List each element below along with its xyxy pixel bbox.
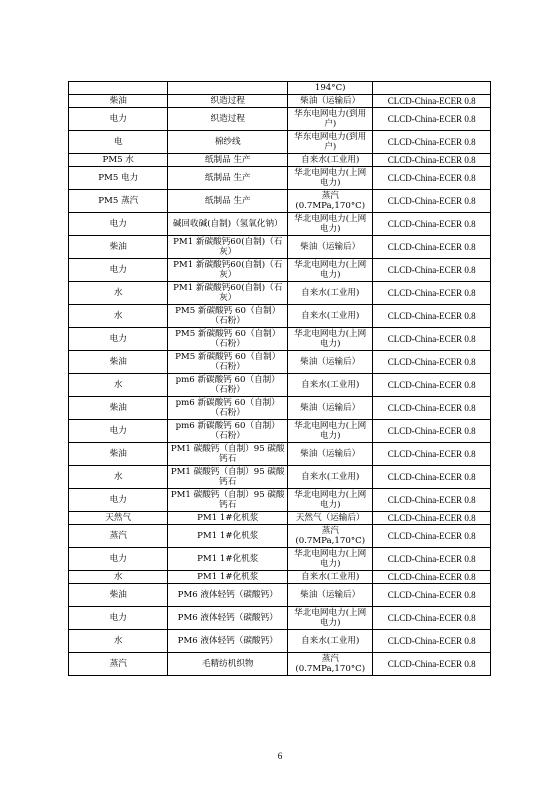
table-cell-c3: 柴油（运输后）: [288, 397, 373, 420]
table-cell-c4: CLCD-China-ECER 0.8: [373, 108, 491, 131]
table-cell-c3: 自来水(工业用): [288, 154, 373, 167]
table-cell-c4: CLCD-China-ECER 0.8: [373, 328, 491, 351]
table-cell-c2: pm6 新碳酸钙 60（自制）（石粉）: [168, 374, 288, 397]
table-cell-c1: 电力: [69, 213, 168, 236]
table-cell-c2: pm6 新碳酸钙 60（自制）（石粉）: [168, 397, 288, 420]
table-row: [69, 82, 491, 95]
table-cell-c4: CLCD-China-ECER 0.8: [373, 653, 491, 676]
table-row: [69, 653, 491, 676]
table-cell-c3: 柴油（运输后）: [288, 443, 373, 466]
table-cell-c2: PM1 新碳酸钙60(自制)（石灰）: [168, 282, 288, 305]
table-cell-c2: PM5 新碳酸钙 60（自制）（石粉）: [168, 328, 288, 351]
table-row: [69, 190, 491, 213]
table-cell-c1: 电力: [69, 607, 168, 630]
table-cell-c4: CLCD-China-ECER 0.8: [373, 305, 491, 328]
table-cell-c3: 自来水(工业用): [288, 630, 373, 653]
table-cell-c4: CLCD-China-ECER 0.8: [373, 584, 491, 607]
table-cell-c3: 194°C): [288, 82, 373, 95]
table-cell-c3: 天然气（运输后）: [288, 512, 373, 525]
table-cell-c2: PM1 新碳酸钙60(自制)（石灰）: [168, 259, 288, 282]
table-cell-c4: CLCD-China-ECER 0.8: [373, 374, 491, 397]
table-row: [69, 282, 491, 305]
table-cell-c1: 水: [69, 571, 168, 584]
table-cell-c4: CLCD-China-ECER 0.8: [373, 131, 491, 154]
table-cell-c1: 蒸汽: [69, 525, 168, 548]
table-cell-c3: 柴油（运输后）: [288, 95, 373, 108]
table-cell-c4: CLCD-China-ECER 0.8: [373, 259, 491, 282]
table-cell-c3: 华北电网电力(上网电力): [288, 259, 373, 282]
table-cell-c4: CLCD-China-ECER 0.8: [373, 167, 491, 190]
table-cell-c4: CLCD-China-ECER 0.8: [373, 607, 491, 630]
table-cell-c2: PM6 液体轻钙（碳酸钙）: [168, 630, 288, 653]
table-cell-c4: CLCD-China-ECER 0.8: [373, 443, 491, 466]
table-cell-c3: 华北电网电力(上网电力): [288, 328, 373, 351]
table-cell-c2: PM5 新碳酸钙 60（自制）（石粉）: [168, 305, 288, 328]
table-cell-c1: 电力: [69, 489, 168, 512]
table-row: [69, 584, 491, 607]
table-cell-c2: PM1 1#化机浆: [168, 525, 288, 548]
table-cell-c1: 电力: [69, 328, 168, 351]
table-cell-c2: [168, 82, 288, 95]
table-cell-c2: 纸制品 生产: [168, 154, 288, 167]
table-cell-c3: 华北电网电力(上网电力): [288, 489, 373, 512]
table-cell-c4: CLCD-China-ECER 0.8: [373, 397, 491, 420]
table-row: [69, 131, 491, 154]
table-cell-c4: CLCD-China-ECER 0.8: [373, 489, 491, 512]
table-cell-c2: PM1 碳酸钙（自制）95 碳酸钙石: [168, 489, 288, 512]
table-row: [69, 489, 491, 512]
table-cell-c1: 柴油: [69, 397, 168, 420]
table-cell-c2: 棉纱线: [168, 131, 288, 154]
page-number: 6: [277, 751, 283, 761]
table-cell-c1: 水: [69, 282, 168, 305]
table-cell-c1: 柴油: [69, 236, 168, 259]
table-row: [69, 443, 491, 466]
table-cell-c2: PM1 碳酸钙（自制）95 碳酸钙石: [168, 443, 288, 466]
table-cell-c3: 蒸汽 (0.7MPa,170°C): [288, 653, 373, 676]
table-cell-c4: CLCD-China-ECER 0.8: [373, 282, 491, 305]
table-cell-c3: 蒸汽 (0.7MPa,170°C): [288, 190, 373, 213]
table-cell-c2: 碱回收碱(自制)（氢氧化钠）: [168, 213, 288, 236]
table-cell-c1: 天然气: [69, 512, 168, 525]
table-cell-c4: CLCD-China-ECER 0.8: [373, 525, 491, 548]
table-cell-c4: [373, 82, 491, 95]
table-cell-c1: 水: [69, 305, 168, 328]
table-row: [69, 154, 491, 167]
table-cell-c2: 织造过程: [168, 108, 288, 131]
table-cell-c4: CLCD-China-ECER 0.8: [373, 466, 491, 489]
table-cell-c3: 柴油（运输后）: [288, 351, 373, 374]
table-cell-c2: pm6 新碳酸钙 60（自制）（石粉）: [168, 420, 288, 443]
table-row: [69, 351, 491, 374]
table-cell-c3: 自来水(工业用): [288, 282, 373, 305]
table-row: [69, 630, 491, 653]
table-cell-c4: CLCD-China-ECER 0.8: [373, 571, 491, 584]
table-cell-c1: PM5 水: [69, 154, 168, 167]
lca-data-table: [68, 81, 491, 676]
table-cell-c3: 华北电网电力(上网电力): [288, 213, 373, 236]
table-cell-c3: 华北电网电力(上网电力): [288, 607, 373, 630]
table-row: [69, 259, 491, 282]
table-cell-c1: 柴油: [69, 584, 168, 607]
table-cell-c2: 纸制品 生产: [168, 190, 288, 213]
table-cell-c1: PM5 电力: [69, 167, 168, 190]
table-row: [69, 108, 491, 131]
table-cell-c2: PM1 1#化机浆: [168, 548, 288, 571]
table-cell-c2: 毛精纺机织物: [168, 653, 288, 676]
table-cell-c3: 柴油（运输后）: [288, 584, 373, 607]
table-cell-c4: CLCD-China-ECER 0.8: [373, 213, 491, 236]
table-row: [69, 95, 491, 108]
table-row: [69, 548, 491, 571]
table-cell-c4: CLCD-China-ECER 0.8: [373, 548, 491, 571]
table-cell-c2: PM1 1#化机浆: [168, 571, 288, 584]
table-cell-c4: CLCD-China-ECER 0.8: [373, 154, 491, 167]
table-cell-c2: PM5 新碳酸钙 60（自制）（石粉）: [168, 351, 288, 374]
table-cell-c4: CLCD-China-ECER 0.8: [373, 512, 491, 525]
table-cell-c1: 电: [69, 131, 168, 154]
table-cell-c1: [69, 82, 168, 95]
table-cell-c3: 自来水(工业用): [288, 571, 373, 584]
table-cell-c4: CLCD-China-ECER 0.8: [373, 190, 491, 213]
table-cell-c2: 织造过程: [168, 95, 288, 108]
table-row: [69, 236, 491, 259]
table-cell-c3: 华东电网电力(到用户): [288, 108, 373, 131]
table-cell-c2: PM1 碳酸钙（自制）95 碳酸钙石: [168, 466, 288, 489]
table-cell-c3: 华北电网电力(上网电力): [288, 167, 373, 190]
table-cell-c4: CLCD-China-ECER 0.8: [373, 420, 491, 443]
table-cell-c3: 自来水(工业用): [288, 374, 373, 397]
table-row: [69, 607, 491, 630]
table-cell-c1: 水: [69, 630, 168, 653]
table-row: [69, 397, 491, 420]
table-row: [69, 466, 491, 489]
table-cell-c4: CLCD-China-ECER 0.8: [373, 351, 491, 374]
table-row: [69, 512, 491, 525]
table-cell-c3: 蒸汽 (0.7MPa,170°C): [288, 525, 373, 548]
table-cell-c1: 柴油: [69, 351, 168, 374]
table-cell-c3: 自来水(工业用): [288, 305, 373, 328]
table-cell-c1: 电力: [69, 108, 168, 131]
table-cell-c2: PM6 液体轻钙（碳酸钙）: [168, 584, 288, 607]
table-row: [69, 374, 491, 397]
table-cell-c3: 华北电网电力(上网电力): [288, 548, 373, 571]
table-cell-c1: 水: [69, 374, 168, 397]
table-cell-c2: PM6 液体轻钙（碳酸钙）: [168, 607, 288, 630]
table-cell-c1: 水: [69, 466, 168, 489]
table-cell-c1: 电力: [69, 259, 168, 282]
table-row: [69, 420, 491, 443]
table-row: [69, 213, 491, 236]
table-cell-c3: 自来水(工业用): [288, 466, 373, 489]
table-row: [69, 328, 491, 351]
table-body: [69, 82, 491, 676]
table-cell-c1: 柴油: [69, 443, 168, 466]
table-cell-c4: CLCD-China-ECER 0.8: [373, 630, 491, 653]
table-cell-c3: 柴油（运输后）: [288, 236, 373, 259]
table-cell-c2: 纸制品 生产: [168, 167, 288, 190]
table-row: [69, 571, 491, 584]
table-cell-c3: 华北电网电力(上网电力): [288, 420, 373, 443]
table-row: [69, 305, 491, 328]
table-cell-c1: 蒸汽: [69, 653, 168, 676]
table-cell-c1: 柴油: [69, 95, 168, 108]
table-cell-c4: CLCD-China-ECER 0.8: [373, 95, 491, 108]
table-cell-c1: 电力: [69, 420, 168, 443]
table-cell-c2: PM1 1#化机浆: [168, 512, 288, 525]
table-cell-c3: 华东电网电力(到用户): [288, 131, 373, 154]
table-row: [69, 525, 491, 548]
table-cell-c1: PM5 蒸汽: [69, 190, 168, 213]
table-cell-c1: 电力: [69, 548, 168, 571]
table-cell-c2: PM1 新碳酸钙60(自制)（石灰）: [168, 236, 288, 259]
table-cell-c4: CLCD-China-ECER 0.8: [373, 236, 491, 259]
table-row: [69, 167, 491, 190]
